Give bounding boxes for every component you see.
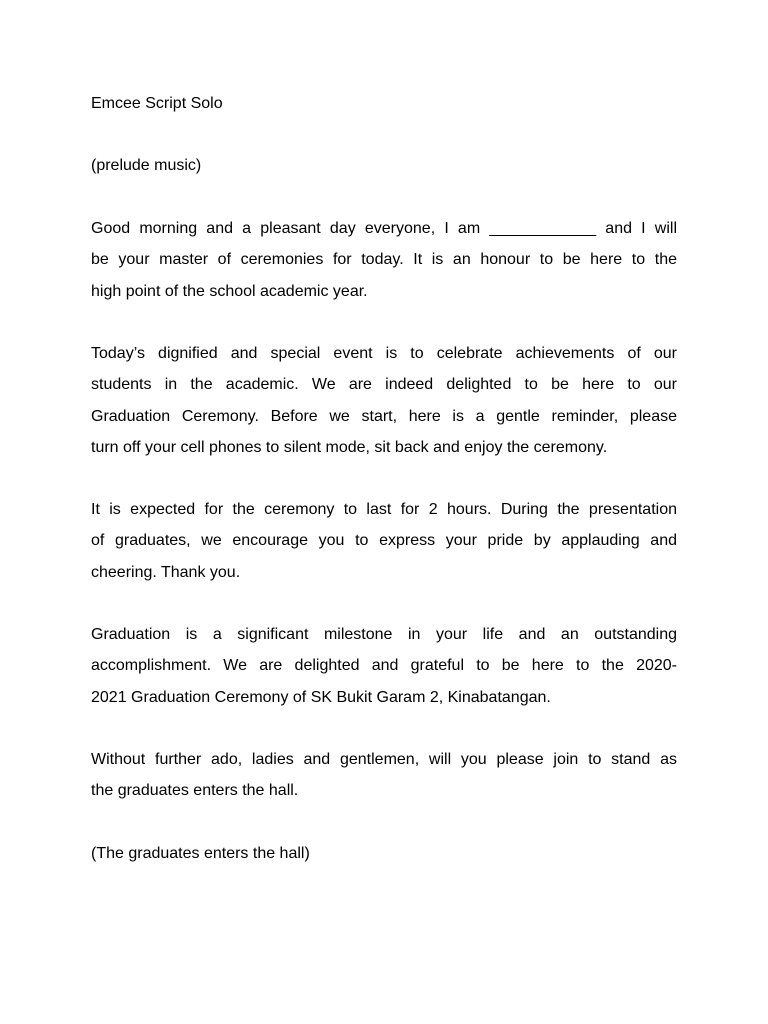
- paragraph-line: Graduation Ceremony. Before we start, here is a gentle reminder, please: [91, 407, 677, 425]
- paragraph-duration: [91, 494, 677, 588]
- stage-cue-prelude: [91, 150, 677, 181]
- paragraph-line: the graduates enters the hall.: [91, 782, 299, 800]
- paragraph-milestone: [91, 619, 677, 713]
- stage-cue-entrance: [91, 838, 677, 869]
- paragraph-line: students in the academic. We are indeed delighted to be here to our: [91, 376, 677, 394]
- paragraph-event-intro: [91, 338, 677, 463]
- paragraph-line: It is expected for the ceremony to last for 2 hours. During the presentation: [91, 501, 677, 518]
- title-line: Emcee Script Solo: [91, 95, 223, 112]
- cue-line: (The graduates enters the hall): [91, 845, 310, 862]
- paragraph-line: high point of the school academic year.: [91, 282, 368, 300]
- paragraph-procession: [91, 744, 677, 807]
- paragraph-line: be your master of ceremonies for today. It is an honour to be here to the: [91, 251, 677, 269]
- paragraph-line: cheering. Thank you.: [91, 563, 241, 581]
- paragraph-line: accomplishment. We are delighted and grateful to be here to the 2020-: [91, 657, 677, 675]
- cue-line: (prelude music): [91, 157, 202, 174]
- paragraph-welcome: [91, 213, 677, 307]
- paragraph-line: Today’s dignified and special event is to celebrate achievements of our: [91, 345, 677, 362]
- paragraph-line: turn off your cell phones to silent mode, sit back and enjoy the ceremony.: [91, 438, 608, 456]
- paragraph-line: 2021 Graduation Ceremony of SK Bukit Garam 2, Kinabatangan.: [91, 688, 551, 706]
- document-title: [91, 88, 677, 119]
- paragraph-line: Graduation is a significant milestone in your life and an outstanding: [91, 626, 677, 643]
- paragraph-line: Without further ado, ladies and gentlemen, will you please join to stand as: [91, 751, 677, 768]
- paragraph-line: Good morning and a pleasant day everyone, I am ____________ and I will: [91, 220, 677, 237]
- paragraph-line: of graduates, we encourage you to express your pride by applauding and: [91, 532, 677, 550]
